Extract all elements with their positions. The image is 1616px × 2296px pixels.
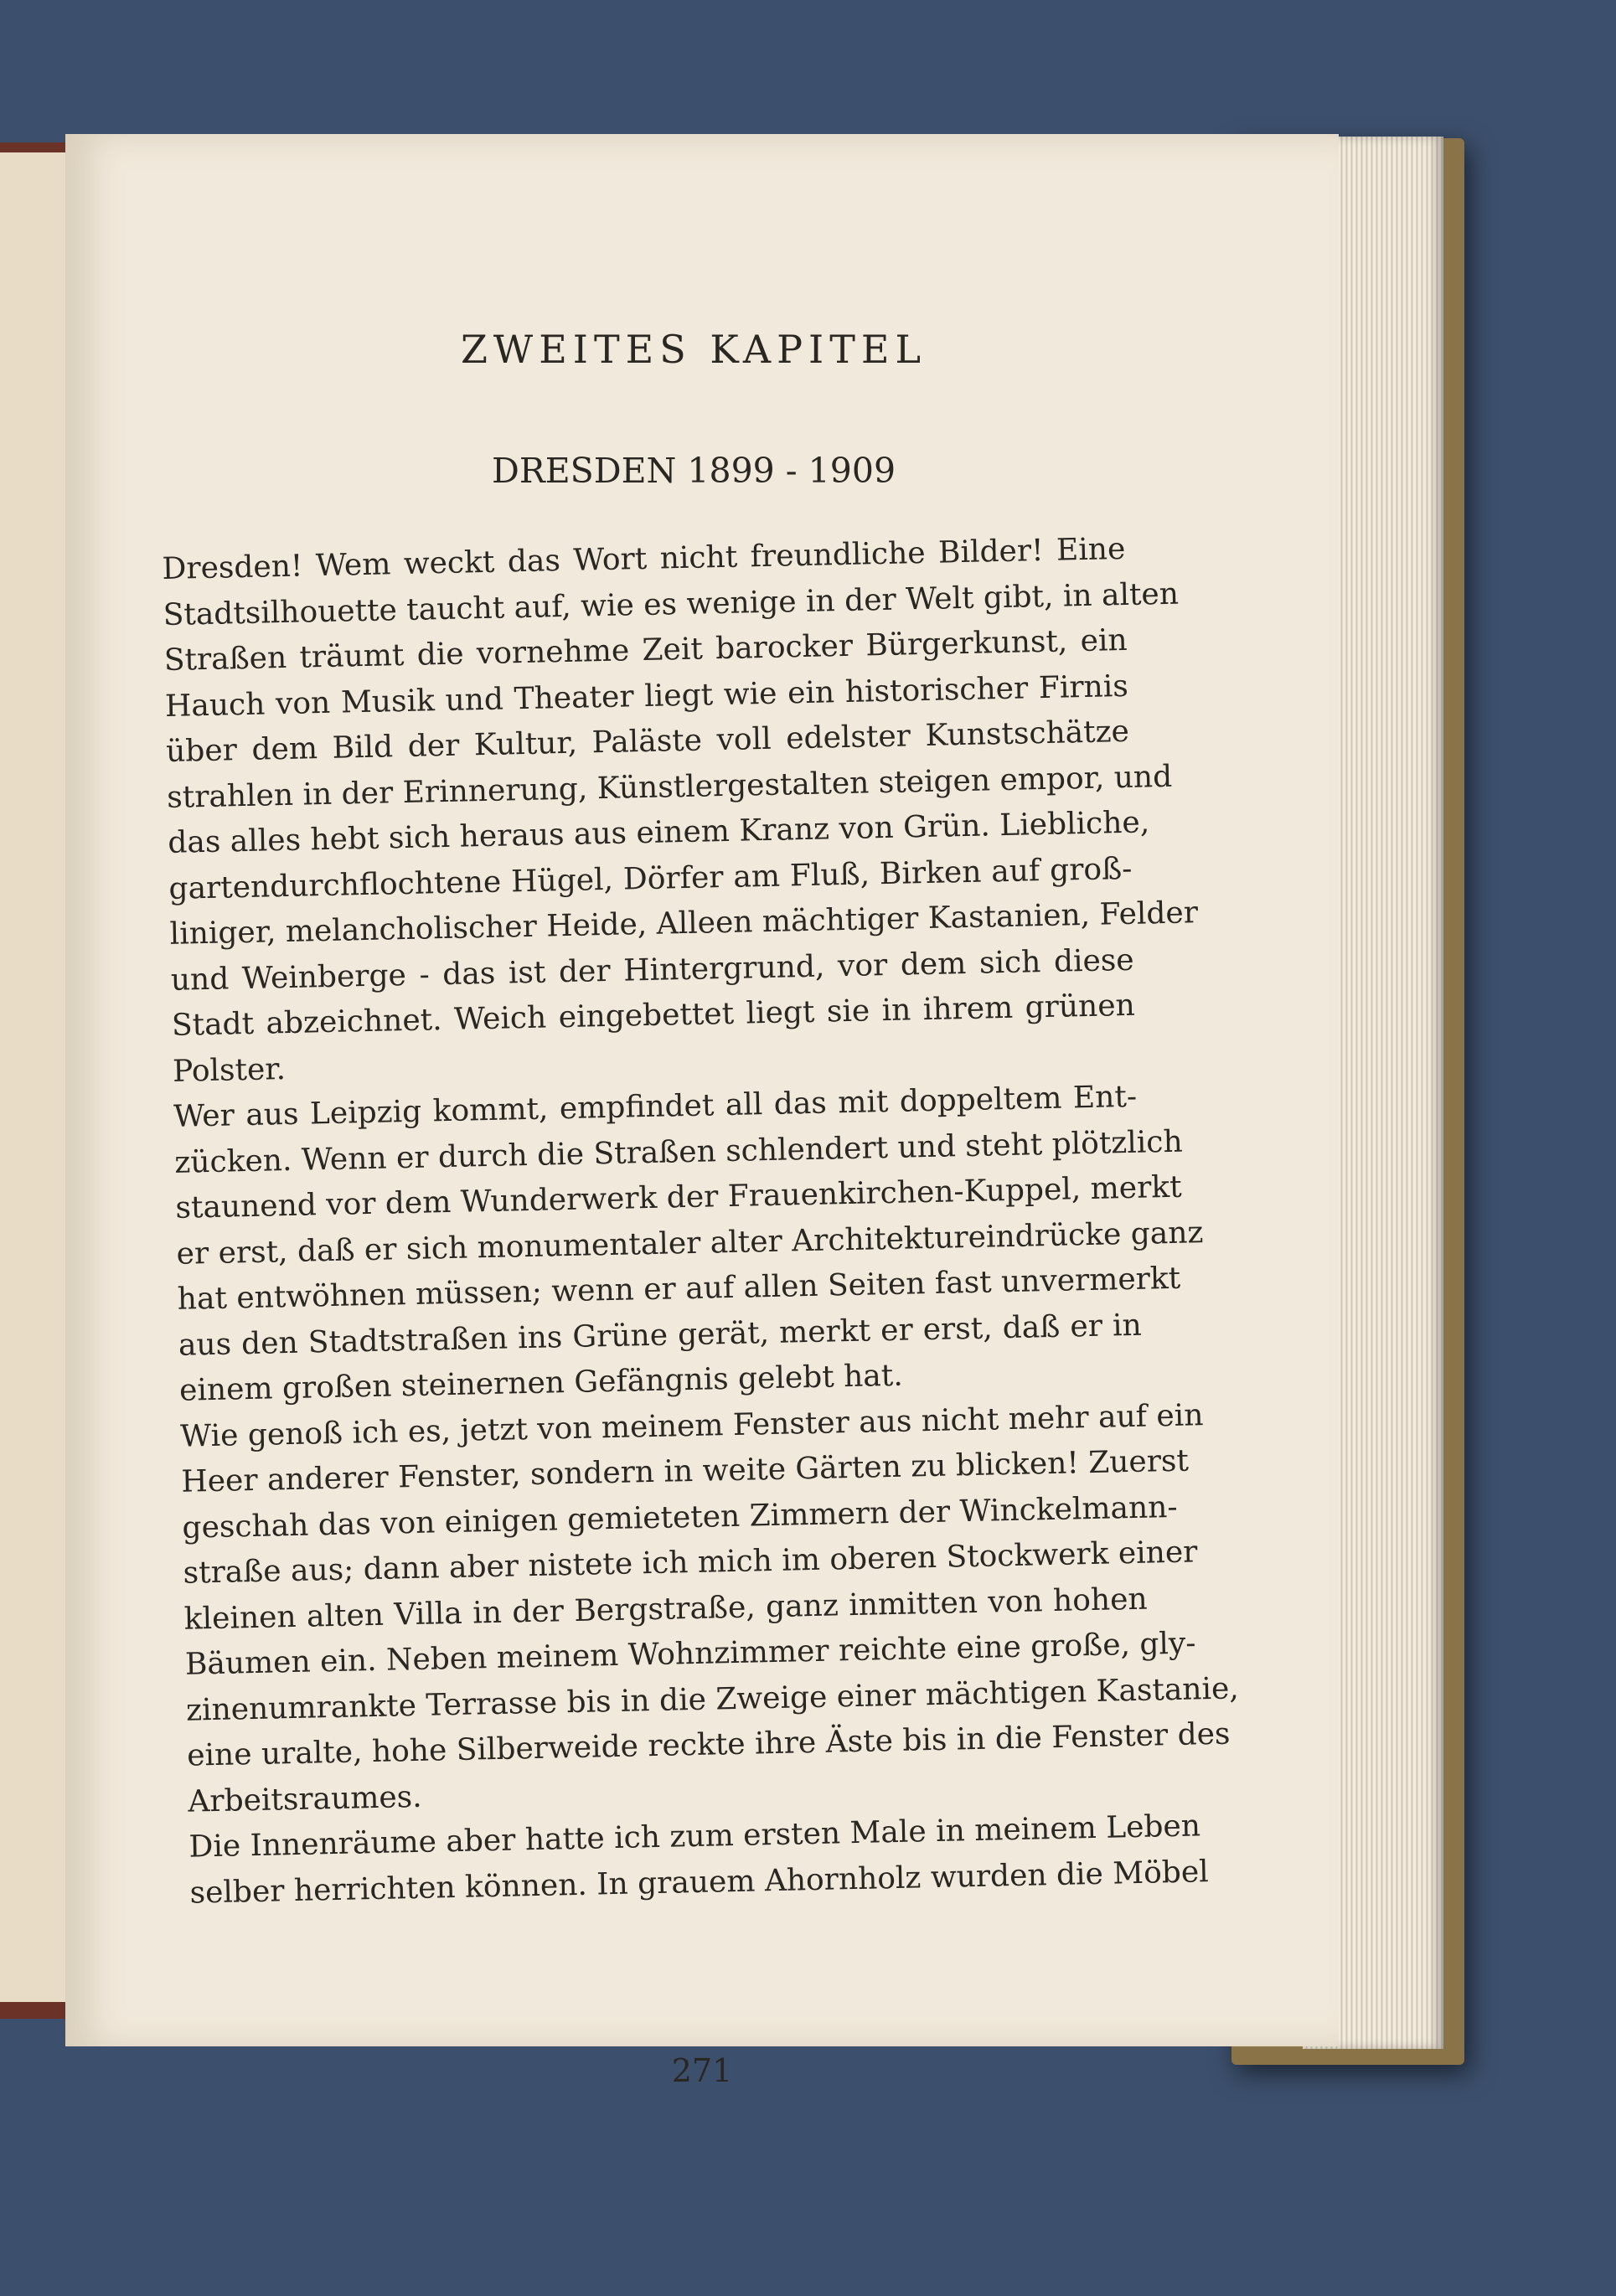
text-line: einem großen steinernen Gefängnis gelebt hat. — [178, 1358, 904, 1408]
text-line: Bäumen ein. Neben meinem Wohnzimmer reichte eine große, gly- — [184, 1626, 1196, 1682]
text-line: aus den Stadtstraßen ins Grüne gerät, merkt er erst, daß er in — [178, 1308, 1143, 1363]
text-line: er erst, daß er sich monumentaler alter Architektureindrücke ganz — [176, 1215, 1204, 1272]
book-page — [65, 134, 1339, 2089]
text-line: geschah das von einigen gemieteten Zimmern der Winckelmann- — [182, 1489, 1178, 1545]
body-text — [162, 527, 1240, 1917]
left-page-edge — [0, 152, 70, 2002]
text-line: Polster. — [172, 1051, 287, 1089]
text-line: das alles hebt sich heraus aus einem Kranz von Grün. Liebliche, — [167, 805, 1150, 860]
text-line: liniger, melancholischer Heide, Alleen mächtiger Kastanien, Felder — [169, 895, 1199, 952]
text-line: Hauch von Musik und Theater liegt wie ein historischer Firnis — [164, 668, 1129, 724]
text-line: über dem Bild der Kultur, Paläste voll edelster Kunstschätze — [165, 714, 1130, 769]
text-line: Wie genoß ich es, jetzt von meinem Fenster aus nicht mehr auf ein — [179, 1397, 1204, 1454]
text-line: und Weinberge - das ist der Hintergrund, vor dem sich diese — [170, 942, 1135, 998]
text-line: Arbeitsraumes. — [187, 1779, 422, 1819]
text-line: zücken. Wenn er durch die Straßen schlendert und steht plötzlich — [173, 1124, 1184, 1180]
text-line: eine uralte, hohe Silberweide reckte ihre Äste bis in die Fenster des — [186, 1716, 1231, 1773]
text-line: Heer anderer Fenster, sondern in weite Gärten zu blicken! Zuerst — [180, 1443, 1190, 1499]
text-line: kleinen alten Villa in der Bergstraße, ganz inmitten von hohen — [183, 1581, 1148, 1637]
text-line: zinenumrankte Terrasse bis in die Zweige einer mächtigen Kastanie, — [185, 1670, 1240, 1728]
section-heading: DRESDEN 1899 - 1909 — [491, 451, 896, 491]
text-line: Straßen träumt die vornehme Zeit barocker Bürgerkunst, ein — [163, 622, 1128, 678]
text-line: selber herrichten können. In grauem Ahornholz wurden die Möbel — [189, 1854, 1210, 1911]
text-line: Wer aus Leipzig kommt, empfindet all das mit doppeltem Ent- — [173, 1079, 1138, 1134]
page-number: 271 — [671, 2052, 733, 2089]
text-line: staunend vor dem Wunderwerk der Frauenkirchen-Kuppel, merkt — [175, 1169, 1182, 1225]
text-line: straße aus; dann aber nistete ich mich im oberen Stockwerk einer — [183, 1535, 1198, 1591]
text-line: gartendurchflochtene Hügel, Dörfer am Fluß, Birken auf groß- — [168, 851, 1133, 906]
text-line: strahlen in der Erinnerung, Künstlergestalten steigen empor, und — [166, 759, 1173, 815]
text-line: Stadtsilhouette taucht auf, wie es wenige in der Welt gibt, in alten — [163, 576, 1180, 632]
chapter-heading: ZWEITES KAPITEL — [460, 327, 927, 372]
text-line: Stadt abzeichnet. Weich eingebettet liegt sie in ihrem grünen — [171, 988, 1136, 1043]
text-line: hat entwöhnen müssen; wenn er auf allen Seiten fast unvermerkt — [177, 1261, 1181, 1317]
text-line: Die Innenräume aber hatte ich zum ersten Male in meinem Leben — [188, 1808, 1201, 1865]
text-line: Dresden! Wem weckt das Wort nicht freundliche Bilder! Eine — [162, 531, 1126, 586]
